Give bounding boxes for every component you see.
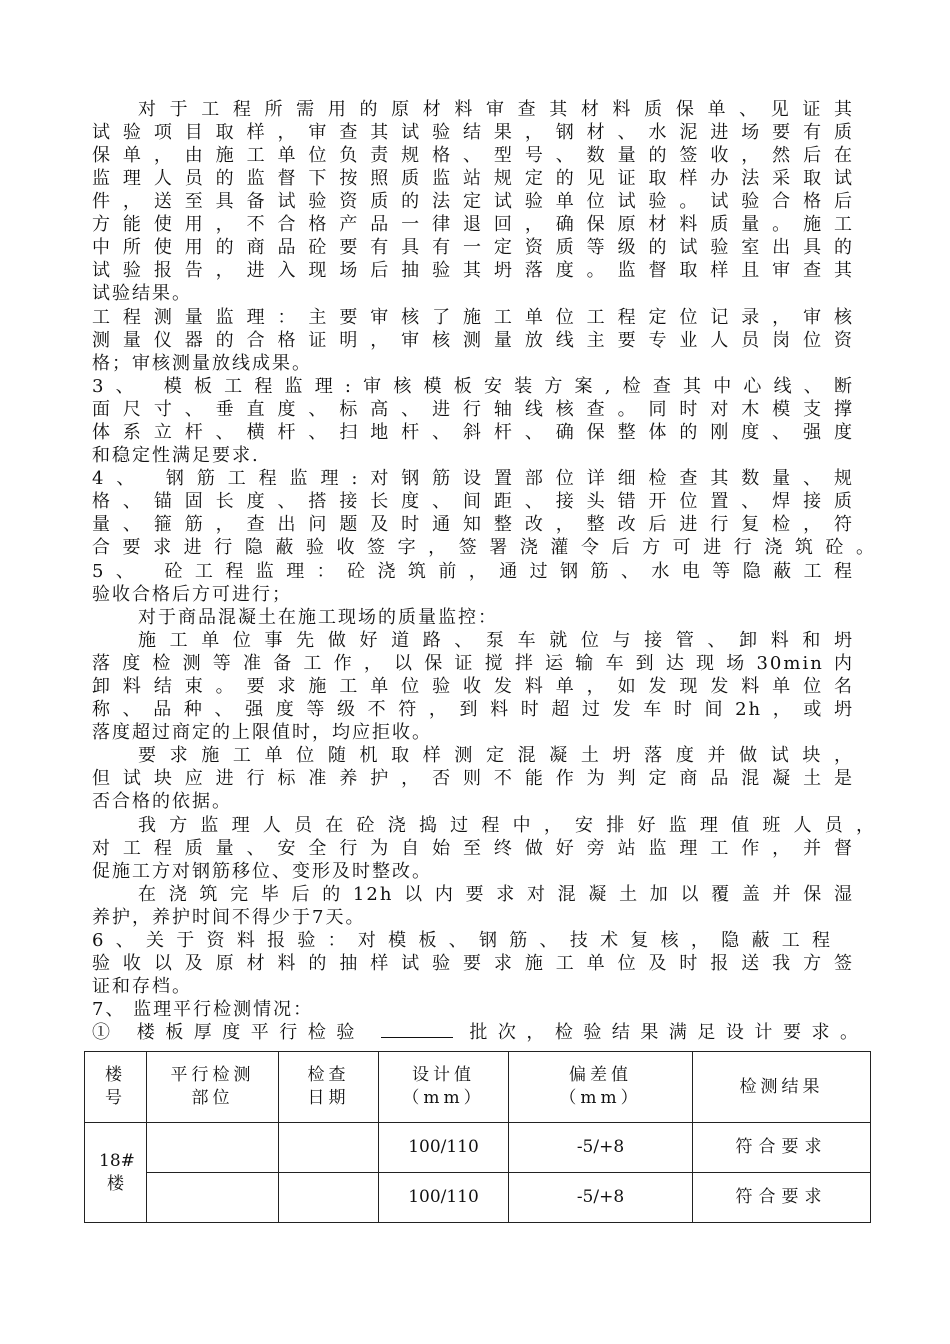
text-line: 称、品种、强度等级不符，到料时超过发车时间2h，或坍 [92, 699, 854, 720]
deviation-cell: -5/+8 [509, 1123, 693, 1173]
parallel-check-table [84, 1051, 871, 1223]
text-line: 测量仪器的合格证明，审核测量放线主要专业人员岗位资 [92, 330, 854, 351]
text-line: 体系立杆、横杆、扫地杆、斜杆、确保整体的刚度、强度 [92, 422, 854, 443]
text-line: 格；审核测量放线成果。 [92, 353, 312, 374]
text-line: 对工程质量、安全行为自始至终做好旁站监理工作，并督 [92, 838, 854, 859]
text-line: 证和存档。 [92, 976, 192, 997]
text-line: 对于工程所需用的原材料审查其材料质保单、见证其 [138, 99, 854, 120]
text-line: 施工单位事先做好道路、泵车就位与接管、卸料和坍 [138, 630, 854, 651]
header-check-part: 平行检测部位 [147, 1052, 279, 1123]
header-design-value: 设计值（mm） [379, 1052, 509, 1123]
design-cell: 100/110 [379, 1173, 509, 1223]
text-line: 格、锚固长度、搭接长度、间距、接头错开位置、焊接质 [92, 491, 854, 512]
text-line: 验收合格后方可进行； [92, 584, 292, 605]
text-line: 要求施工单位随机取样测定混凝土坍落度并做试块， [138, 745, 854, 766]
text-line: 7、 监理平行检测情况： [92, 999, 314, 1020]
header-deviation-value: 偏差值（mm） [509, 1052, 693, 1123]
text-line: 试验结果。 [92, 283, 192, 304]
batch-count-blank [381, 1021, 453, 1038]
header-building: 楼号 [85, 1052, 147, 1123]
text-line: 否合格的依据。 [92, 791, 232, 812]
text-line: 件，送至具备试验资质的法定试验单位试验。试验合格后 [92, 191, 854, 212]
text-line: 面尺寸、垂直度、标高、进行轴线核查。同时对木模支撑 [92, 399, 854, 420]
header-check-result: 检测结果 [693, 1052, 871, 1123]
design-cell: 100/110 [379, 1123, 509, 1173]
text-line: 我方监理人员在砼浇捣过程中，安排好监理值班人员， [138, 815, 876, 836]
date-cell [279, 1173, 379, 1223]
text-line: 在浇筑完毕后的12h以内要求对混凝土加以覆盖并保湿 [138, 884, 854, 905]
text-line: 4、 钢筋工程监理:对钢筋设置部位详细检查其数量、规 [92, 468, 854, 489]
text-line: 和稳定性满足要求. [92, 445, 260, 466]
text-line: 中所使用的商品砼要有具有一定资质等级的试验室出具的 [92, 237, 854, 258]
text-line: 方能使用，不合格产品一律退回，确保原材料质量。施工 [92, 214, 854, 235]
part-cell [147, 1123, 279, 1173]
text-line: 促施工方对钢筋移位、变形及时整改。 [92, 861, 432, 882]
text-line: 监理人员的监督下按照质监站规定的见证取样办法采取试 [92, 168, 854, 189]
table-row [85, 1173, 871, 1223]
result-cell: 符合要求 [693, 1123, 871, 1173]
text-line: 6、关于资料报验：对模板、钢筋、技术复核，隐蔽工程 [92, 930, 832, 951]
result-cell: 符合要求 [693, 1173, 871, 1223]
text-line: 对于商品混凝土在施工现场的质量监控： [138, 607, 498, 628]
text-line: 量、箍筋，查出问题及时通知整改，整改后进行复检，符 [92, 514, 854, 535]
text-line: 试验项目取样，审查其试验结果，钢材、水泥进场要有质 [92, 122, 854, 143]
text-line: 工程测量监理：主要审核了施工单位工程定位记录，审核 [92, 307, 854, 328]
building-cell: 18#楼 [85, 1123, 147, 1223]
check-line [92, 1021, 860, 1044]
text-line: 落度超过商定的上限值时，均应拒收。 [92, 722, 432, 743]
text-line: 试验报告，进入现场后抽验其坍落度。监督取样且审查其 [92, 260, 854, 281]
check-line-suffix: 批次，检验结果满足设计要求。 [469, 1022, 860, 1043]
check-line-prefix: ① 楼板厚度平行检验 [92, 1022, 365, 1043]
text-line: 落度检测等准备工作，以保证搅拌运输车到达现场30min内 [92, 653, 854, 674]
deviation-cell: -5/+8 [509, 1173, 693, 1223]
table-header-row [85, 1052, 871, 1123]
text-line: 保单，由施工单位负责规格、型号、数量的签收，然后在 [92, 145, 854, 166]
part-cell [147, 1173, 279, 1223]
text-line: 合要求进行隐蔽验收签字，签署浇灌令后方可进行浇筑砼。 [92, 537, 876, 558]
text-line: 5、 砼工程监理：砼浇筑前，通过钢筋、水电等隐蔽工程 [92, 561, 854, 582]
header-check-date: 检查日期 [279, 1052, 379, 1123]
text-line: 3、 模板工程监理:审核模板安装方案,检查其中心线、断 [92, 376, 854, 397]
table-row [85, 1123, 871, 1173]
text-line: 卸料结束。要求施工单位验收发料单，如发现发料单位名 [92, 676, 854, 697]
text-line: 验收以及原材料的抽样试验要求施工单位及时报送我方签 [92, 953, 854, 974]
date-cell [279, 1123, 379, 1173]
text-line: 养护，养护时间不得少于7天。 [92, 907, 366, 928]
text-line: 但试块应进行标准养护，否则不能作为判定商品混凝土是 [92, 768, 854, 789]
